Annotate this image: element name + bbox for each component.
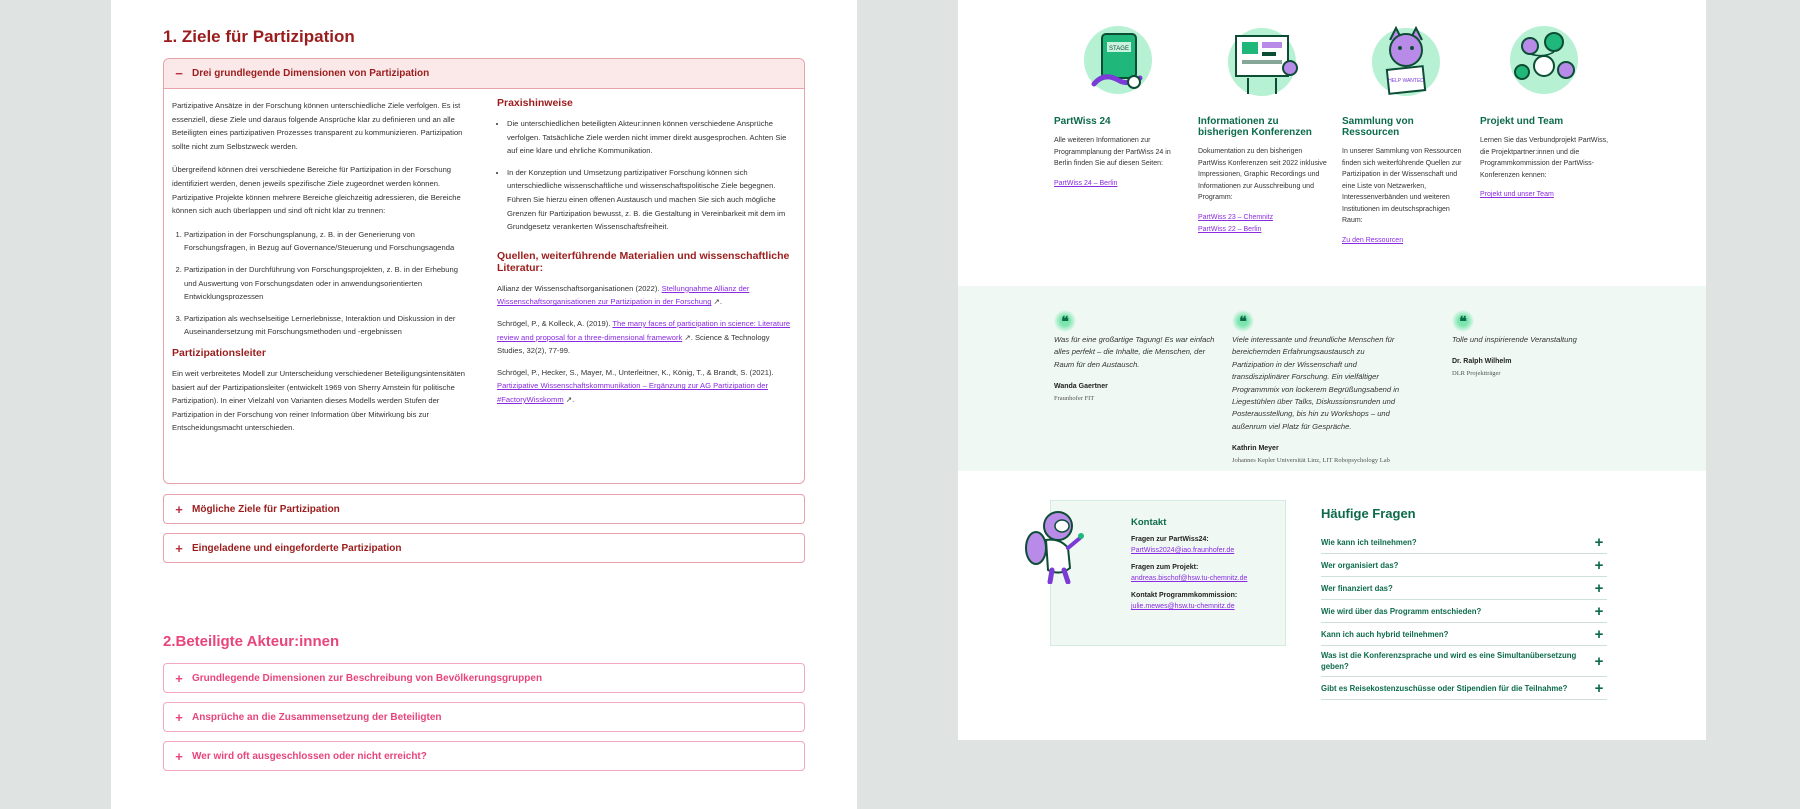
list-item: • Die unterschiedlichen beteiligten Akteur:innen können verschiedene Ansprüche verfolgen. Tatsächliche Ziele werden nicht immer direkt ausgesprochen. Achten Sie auf eine klare und ehrliche Kommunikation.: [507, 117, 793, 158]
reference-text: ↗. Science & Technology Studies, 32(2), 77-99.: [497, 332, 770, 356]
minus-icon: −: [175, 66, 183, 81]
accordion-label: Ansprüche an die Zusammensetzung der Beteiligten: [192, 711, 442, 723]
practice-notes-list: [497, 117, 793, 234]
accordion-zusammensetzung[interactable]: [163, 702, 805, 732]
faq-item[interactable]: [1321, 577, 1607, 600]
accordion-header-label: Drei grundlegende Dimensionen von Partizipation: [192, 68, 430, 79]
teaser-title: Projekt und Team: [1480, 116, 1564, 127]
help-wanted-label: HELP WANTED: [1388, 78, 1424, 84]
faq-question: Kann ich auch hybrid teilnehmen?: [1321, 629, 1449, 639]
reference-link[interactable]: Partizipative Wissenschaftskommunikation – Ergänzung zur AG Partizipation der #FactoryWisskomm: [497, 381, 768, 404]
contact-title: Kontakt: [1131, 517, 1167, 528]
testimonial: [1232, 310, 1407, 466]
contact-email[interactable]: andreas.bischof@hsw.tu-chemnitz.de: [1131, 575, 1248, 582]
plus-icon: +: [175, 709, 183, 725]
plus-icon: +: [175, 540, 183, 556]
contact-label: Fragen zum Projekt:: [1131, 564, 1199, 571]
faq-question: Wer finanziert das?: [1321, 583, 1393, 593]
teaser-ressourcen: [1342, 22, 1472, 247]
paragraph: Ein weit verbreitetes Modell zur Unterscheidung verschiedener Beteiligungsintensitäten basiert auf der Partizipationsleiter (entwickelt 1969 von Sherry Arnstein für politische Partizipation). In einer Vielzahl von Varianten dieses Modells werden Stufen der Partizipation in der Forschung von reiner Information über Mitwirkung bis zur Entscheidungsmacht unterschieden.: [172, 368, 465, 433]
teaser-links: [1480, 189, 1610, 201]
reference: [497, 366, 793, 407]
testimonial-quote: Viele interessante und freundliche Menschen für bereichernden Erfahrungsaustausch zu Partizipation in der Wissenschaft und transdisziplinärer Forschung. Ein vielfältiger Programmmix von lockerem Begrüßungsabend in Liegestühlen über Talks, Diskussionsrunden und Posterausstellung, bis hin zu Workshops – und außenrum viel Platz für Gespräche.: [1232, 335, 1400, 431]
team-illustration: [1500, 22, 1588, 104]
accordion-bevoelkerungsgruppen[interactable]: [163, 663, 805, 693]
subheading-quellen: Quellen, weiterführende Materialien und wissenschaftliche Literatur:: [497, 249, 790, 274]
accordion-eingeladene-partizipation[interactable]: [163, 533, 805, 563]
teaser-text: Lernen Sie das Verbundprojekt PartWiss, die Projektpartner:innen und die Programmkommission der PartWiss-Konferenzen kennen:: [1480, 137, 1609, 179]
reference: [497, 282, 793, 309]
accordion-ausgeschlossen[interactable]: [163, 741, 805, 771]
testimonial-name: Wanda Gaertner: [1054, 383, 1108, 391]
plus-icon: +: [1594, 625, 1604, 643]
testimonial: [1452, 310, 1627, 379]
teaser-links: [1342, 235, 1472, 247]
participation-areas-list: [172, 228, 470, 339]
reference-text: Schrögel, P., Hecker, S., Mayer, M., Unterleitner, K., König, T., & Brandt, S. (2021).: [497, 367, 774, 377]
plus-icon: +: [175, 670, 183, 686]
accordion-drei-dimensionen: [163, 58, 805, 484]
contact-email[interactable]: julie.mewes@hsw.tu-chemnitz.de: [1131, 603, 1235, 610]
teaser-link[interactable]: Zu den Ressourcen: [1342, 236, 1404, 244]
teaser-links: [1198, 212, 1328, 236]
teaser-text: Dokumentation zu den bisherigen PartWiss Konferenzen seit 2022 inklusive Impressionen, Graphic Recordings und Informationen zur Ausschreibung und Programm:: [1198, 148, 1327, 201]
reference-text: Allianz der Wissenschaftsorganisationen (2022).: [497, 283, 662, 293]
faq-question: Wer organisiert das?: [1321, 560, 1399, 570]
teaser-projekt-team: [1480, 22, 1610, 201]
teaser-link[interactable]: PartWiss 24 – Berlin: [1054, 179, 1118, 187]
testimonial-org: Johannes Kepler Universität Linz, LIT Robopsychology Lab: [1232, 456, 1390, 464]
testimonial: [1054, 310, 1224, 404]
testimonial-org: Fraunhofer FIT: [1054, 394, 1095, 402]
teaser-row: [1054, 22, 1614, 252]
list-item: 3. Partizipation als wechselseitige Lernerlebnisse, Interaktion und Diskussion in der Auseinandersetzung mit Forschungsmethoden und -ergebnissen: [184, 312, 470, 339]
board-illustration: [1218, 22, 1306, 104]
right-panel: [958, 0, 1706, 740]
teaser-title: PartWiss 24: [1054, 116, 1111, 127]
plus-icon: +: [1594, 533, 1604, 551]
contact-label: Fragen zur PartWiss24:: [1131, 536, 1209, 543]
faq-item[interactable]: [1321, 646, 1607, 677]
teaser-links: [1054, 178, 1184, 190]
testimonial-name: Dr. Ralph Wilhelm: [1452, 358, 1512, 366]
quote-icon: ❝: [1054, 310, 1076, 332]
plus-icon: +: [1594, 679, 1604, 697]
teaser-bisherige-konferenzen: [1198, 22, 1328, 236]
faq-question: Wie wird über das Programm entschieden?: [1321, 606, 1482, 616]
plus-icon: +: [175, 748, 183, 764]
faq-item[interactable]: [1321, 531, 1607, 554]
plus-icon: +: [1594, 602, 1604, 620]
accordion-moegliche-ziele[interactable]: [163, 494, 805, 524]
plus-icon: +: [1594, 652, 1604, 670]
teaser-text: In unserer Sammlung von Ressourcen finden sich weiterführende Quellen zur Partizipation in der Wissenschaft und eine Liste von Netzwerken, Interessenverbänden und weiteren Institutionen im deutschsprachigen Raum:: [1342, 148, 1462, 224]
accordion-label: Eingeladene und eingeforderte Partizipation: [192, 542, 402, 554]
astronaut-illustration: [1020, 508, 1086, 584]
paragraph: Übergreifend können drei verschiedene Bereiche für Partizipation in der Forschung identifiziert werden, denen jeweils spezifische Ziele zugeordnet werden können. Partizipative Projekte können mehrere Bereiche gleichzeitig adressieren, die Bereiche können sich auch überlappen und sind oft nicht klar zu trennen:: [172, 165, 461, 216]
testimonials-section: [958, 286, 1706, 471]
faq-question: Was ist die Konferenzsprache und wird es eine Simultanübersetzung geben?: [1321, 651, 1577, 671]
testimonial-name: Kathrin Meyer: [1232, 445, 1279, 453]
faq-item[interactable]: [1321, 600, 1607, 623]
contact-email[interactable]: PartWiss2024@iao.fraunhofer.de: [1131, 547, 1235, 554]
teaser-title: Informationen zu bisherigen Konferenzen: [1198, 116, 1312, 138]
accordion-header-drei-dimensionen[interactable]: [164, 59, 804, 89]
contact-details: [1131, 517, 1281, 612]
subheading-praxishinweise: Praxishinweise: [497, 97, 573, 109]
faq-question: Wie kann ich teilnehmen?: [1321, 537, 1417, 547]
list-item: 2. Partizipation in der Durchführung von Forschungsprojekten, z. B. in der Erhebung und Auswertung von Forschungsdaten oder in anwendungsorientierten Entwicklungsprozessen: [184, 263, 470, 304]
testimonial-quote: Was für eine großartige Tagung! Es war einfach alles perfekt – die Inhalte, die Menschen, der Raum für den Austausch.: [1054, 335, 1215, 369]
faq-item[interactable]: [1321, 623, 1607, 646]
teaser-text: Alle weiteren Informationen zur Programmplanung der PartWiss 24 in Berlin finden Sie auf diesen Seiten:: [1054, 137, 1171, 167]
quote-icon: ❝: [1452, 310, 1474, 332]
section-2-title: 2.Beteiligte Akteur:innen: [163, 633, 340, 650]
left-panel: [111, 0, 857, 809]
reference-text: ↗.: [563, 394, 575, 404]
faq-title: Häufige Fragen: [1321, 506, 1416, 521]
teaser-link[interactable]: PartWiss 23 – Chemnitz: [1198, 213, 1274, 221]
faq-item[interactable]: [1321, 554, 1607, 577]
faq-section: [1321, 506, 1607, 700]
faq-item[interactable]: [1321, 677, 1607, 700]
plus-icon: +: [1594, 556, 1604, 574]
paragraph: Partizipative Ansätze in der Forschung können unterschiedliche Ziele verfolgen. Es ist essenziell, diese Ziele und daraus folgende Ansprüche klar zu definieren und an alle Beteiligten eines partizipativen Prozesses transparent zu kommunizieren. Partizipation sollte nicht zum Selbstzweck werden.: [172, 101, 463, 151]
accordion-left-column: [172, 99, 470, 445]
teaser-link[interactable]: PartWiss 22 – Berlin: [1198, 225, 1262, 233]
testimonial-quote: Tolle und inspirierende Veranstaltung: [1452, 335, 1577, 344]
subheading-partizipationsleiter: Partizipationsleiter: [172, 346, 266, 359]
list-item: 1. Partizipation in der Forschungsplanung, z. B. in der Generierung von Forschungsfragen, in Bezug auf Governance/Steuerung und Forschungsagenda: [184, 228, 470, 255]
teaser-title: Sammlung von Ressourcen: [1342, 116, 1414, 138]
teaser-partwiss24: [1054, 22, 1184, 190]
teaser-link[interactable]: Projekt und unser Team: [1480, 191, 1554, 198]
section-1-title: 1. Ziele für Partizipation: [163, 27, 355, 46]
reference-link[interactable]: The many faces of participation in science: Literature review and proposal for a three-dimensional framework: [497, 318, 791, 342]
faq-question: Gibt es Reisekostenzuschüsse oder Stipendien für die Teilnahme?: [1321, 683, 1568, 693]
quote-icon: ❝: [1232, 310, 1254, 332]
contact-label: Kontakt Programmkommission:: [1131, 592, 1238, 599]
reference-link[interactable]: Stellungnahme Allianz der Wissenschaftsorganisationen zur Partizipation in der Forschung: [497, 283, 750, 307]
reference-text: ↗.: [711, 297, 723, 307]
reference-text: Schrögel, P., & Kolleck, A. (2019).: [497, 318, 613, 328]
plus-icon: +: [175, 501, 183, 517]
testimonial-org: DLR Projektträger: [1452, 369, 1501, 377]
plus-icon: +: [1594, 579, 1604, 597]
cat-illustration: [1362, 22, 1450, 104]
accordion-label: Wer wird oft ausgeschlossen oder nicht erreicht?: [192, 750, 427, 762]
stage-illustration: [1074, 22, 1162, 104]
accordion-label: Grundlegende Dimensionen zur Beschreibung von Bevölkerungsgruppen: [192, 672, 543, 684]
stage-sign-label: STAGE: [1109, 46, 1129, 52]
reference: [497, 317, 793, 358]
accordion-label: Mögliche Ziele für Partizipation: [192, 503, 340, 515]
accordion-right-column: [497, 97, 793, 415]
list-item: • In der Konzeption und Umsetzung partizipativer Forschung können sich unterschiedliche wissenschaftliche und wissenschaftspolitische Ziele begegnen. Führen Sie hierzu einen offenen Austausch und machen Sie sich auch mögliche Grenzen für Partizipation bewusst, z. B. die Gestaltung in Vereinbarkeit mit dem im Grundgesetz verankerten Wissenschaftsfreiheit.: [507, 166, 793, 234]
